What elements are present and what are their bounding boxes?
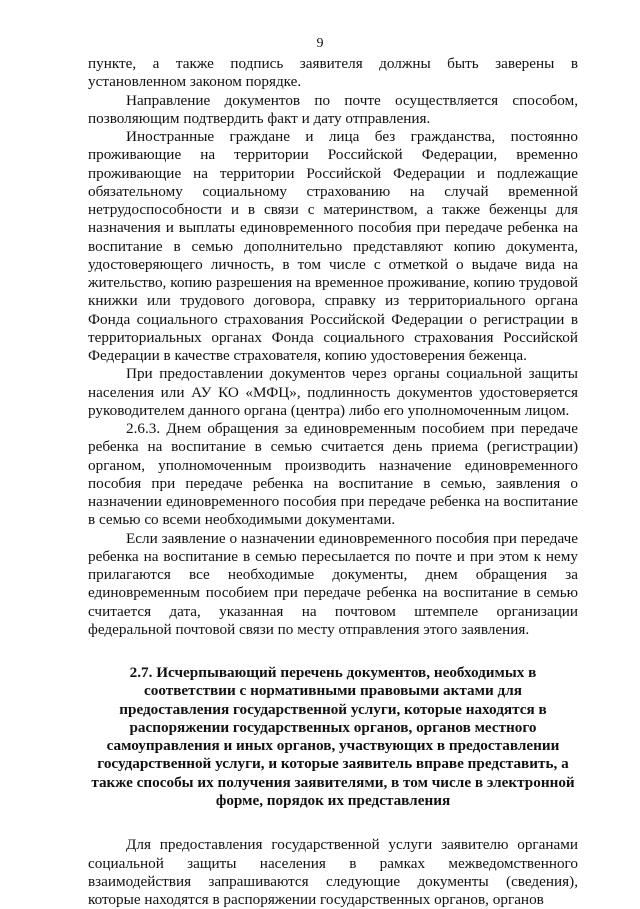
document-body <box>88 55 578 909</box>
section-heading-2-7: 2.7. Исчерпывающий перечень документов, необходимых в соответствии с нормативными правовыми актами для предоставления государственной услуги, которые находятся в распоряжении государственных органов, органов местного самоуправления и иных органов, участвующих в предоставлении государственной услуги, и которые заявитель вправе представить, а также способы их получения заявителями, в том числе в электронной форме, порядок их представления <box>91 664 575 810</box>
paragraph-interagency-request: Для предоставления государственной услуги заявителю органами социальной защиты населения в рамках межведомственного взаимодействия запрашиваются следующие документы (сведения), которые находятся в распоряжении государственных органов, органов <box>88 836 578 909</box>
page-number: 9 <box>316 36 324 51</box>
paragraph-2-6-3: 2.6.3. Днем обращения за единовременным пособием при передаче ребенка на воспитание в семью считается день приема (регистрации) органом, уполномоченным производить назначение единовременного пособия при передаче ребенка на воспитание в семью, заявления о назначении единовременного пособия при передаче ребенка на воспитание в семью со всеми необходимыми документами. <box>88 420 578 529</box>
paragraph-document-authentication: При предоставлении документов через органы социальной защиты населения или АУ КО «МФЦ», подлинность документов удостоверяется руководителем данного органа (центра) либо его уполномоченным лицом. <box>88 365 578 419</box>
paragraph-continuation: пункте, а также подпись заявителя должны быть заверены в установленном законом порядке. <box>88 55 578 91</box>
paragraph-mail-sending: Направление документов по почте осуществляется способом, позволяющим подтвердить факт и дату отправления. <box>88 91 578 127</box>
paragraph-mail-application-date: Если заявление о назначении единовременного пособия при передаче ребенка на воспитание в семью пересылается по почте и при этом к нему прилагаются все необходимые документы, днем обращения за единовременным пособием при передаче ребенка на воспитание в семью считается дата, указанная на почтовом штемпеле организации федеральной почтовой связи по месту отправления этого заявления. <box>88 529 578 638</box>
paragraph-foreign-citizens: Иностранные граждане и лица без гражданства, постоянно проживающие на территории Российской Федерации, временно проживающие на территории Российской Федерации и подлежащие обязательному социальному страхованию на случай временной нетрудоспособности и в связи с материнством, а также беженцы для назначения и выплаты единовременного пособия при передаче ребенка на воспитание в семью дополнительно представляют копию документа, удостоверяющего личность, в том числе с отметкой о выдаче вида на жительство, копию разрешения на временное проживание, копию трудовой книжки или трудового договора, справку из территориального органа Фонда социального страхования Российской Федерации о регистрации в территориальных органах Фонда социального страхования Российской Федерации в качестве страхователя, копию удостоверения беженца. <box>88 128 578 364</box>
